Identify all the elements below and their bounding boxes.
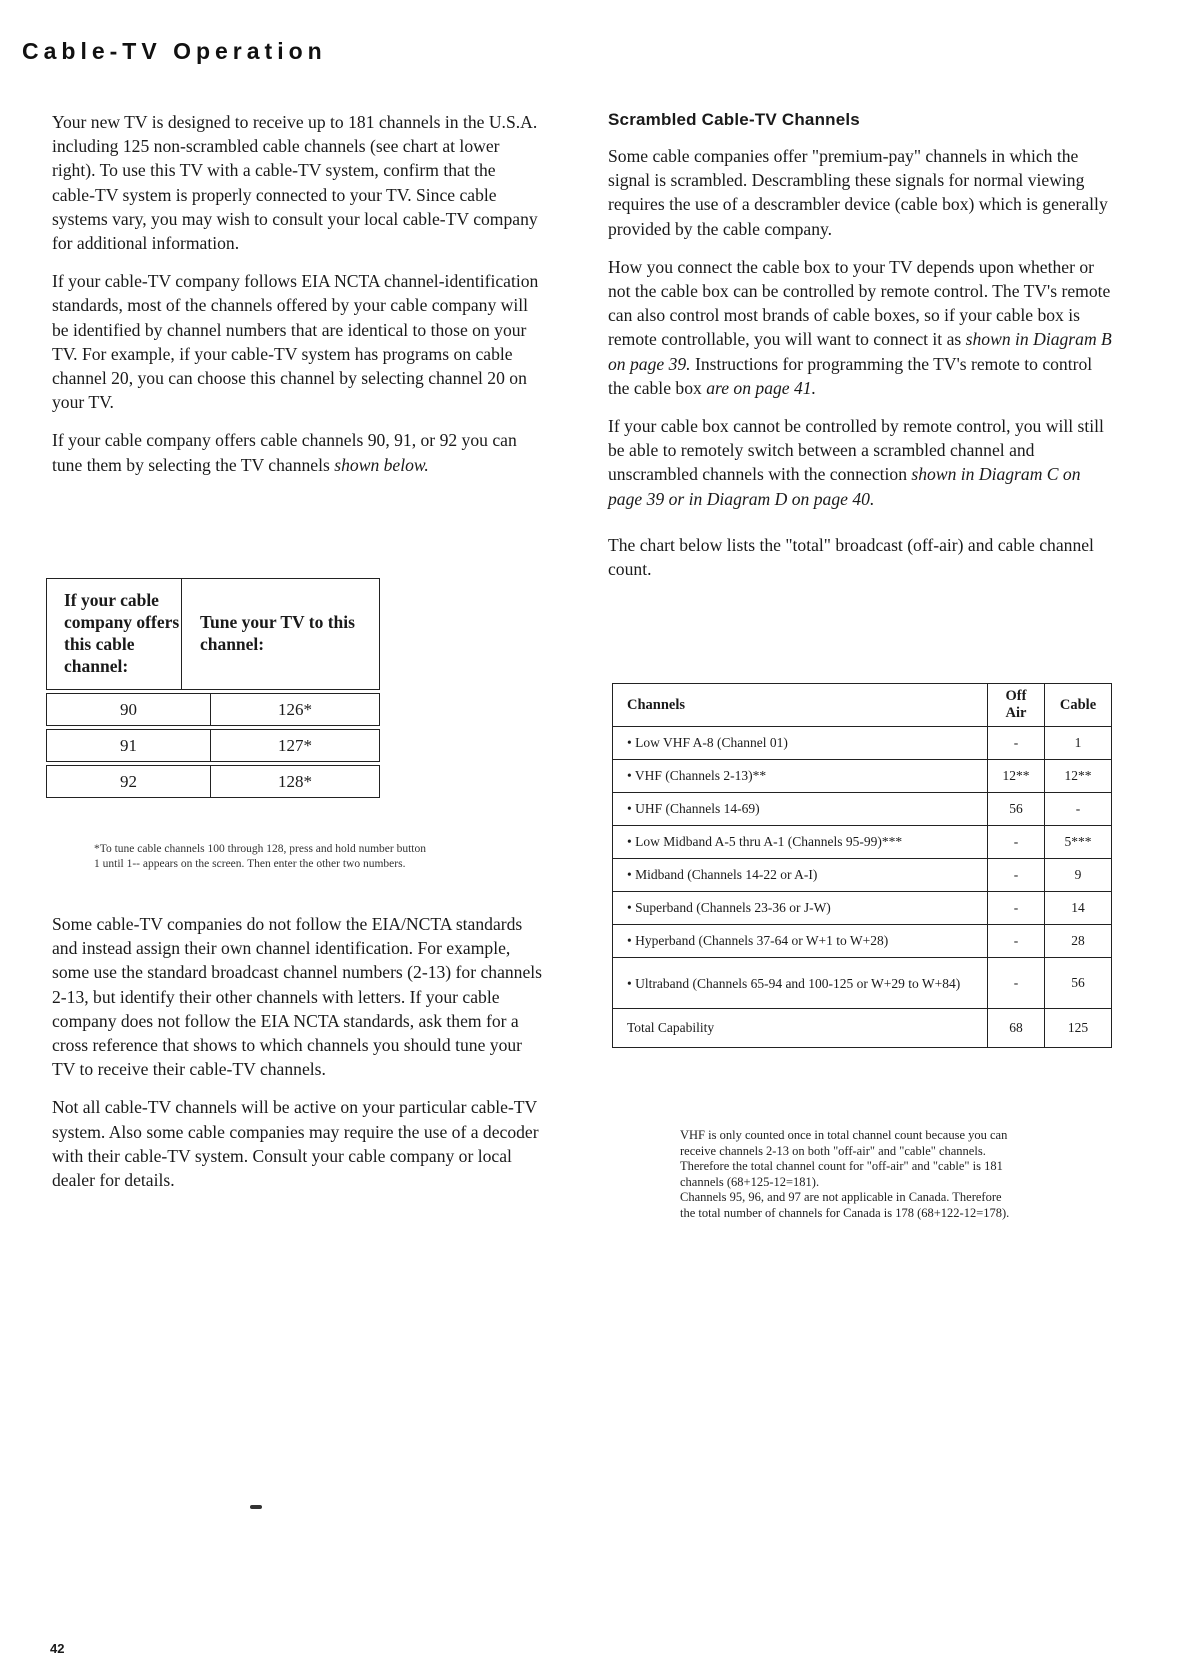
scrambled-heading: Scrambled Cable-TV Channels bbox=[608, 110, 860, 129]
cable-count: 14 bbox=[1045, 892, 1112, 925]
off-air-count: - bbox=[988, 958, 1045, 1009]
tune-cable-channel: 92 bbox=[47, 766, 211, 797]
tune-paragraph-text: If your cable company offers cable channels 90, 91, or 92 you can tune them by selecting the TV channels bbox=[52, 430, 517, 475]
table-row bbox=[613, 925, 1112, 958]
off-air-count: 56 bbox=[988, 793, 1045, 826]
tune-tv-channel: 126* bbox=[278, 699, 312, 719]
channels-header: Channels bbox=[613, 684, 988, 727]
tune-table-header-tv: Tune your TV to this channel: bbox=[199, 612, 355, 654]
footnote-line: Channels 95, 96, and 97 are not applicable in Canada. Therefore bbox=[680, 1190, 1002, 1204]
left-column bbox=[52, 110, 542, 491]
table-row bbox=[613, 793, 1112, 826]
intro-paragraph: Your new TV is designed to receive up to 181 channels in the U.S.A. including 125 non-scrambled cable channels (see chart at lower right). To use this TV with a cable-TV system, confirm that the cable-TV system is properly connected to your TV. Since cable systems vary, you may wish to consult your local cable-TV company for additional information. bbox=[52, 112, 538, 254]
tune-table-header-cable: If your cable company offers this cable channel: bbox=[47, 579, 182, 689]
tune-table bbox=[46, 578, 380, 798]
footnote-line: receive channels 2-13 on both "off-air" and "cable" channels. bbox=[680, 1143, 986, 1158]
non-remote-emphasis: shown in Diagram C on page 39 or in Diagram D on page 40. bbox=[608, 464, 1081, 509]
footnote-line: VHF is only counted once in total channel count because you can bbox=[680, 1128, 1008, 1142]
decoder-paragraph: Not all cable-TV channels will be active on your particular cable-TV system. Also some cable companies may require the use of a decoder with their cable-TV system. Consult your cable company or local dealer for details. bbox=[52, 1097, 539, 1191]
channel-footnotes bbox=[680, 1128, 1120, 1221]
footnote-line: the total number of channels for Canada is 178 (68+122-12=178). bbox=[680, 1205, 1010, 1220]
table-row bbox=[613, 826, 1112, 859]
tune-paragraph-emphasis: shown below. bbox=[334, 454, 429, 475]
table-row bbox=[613, 859, 1112, 892]
channel-band: • Ultraband (Channels 65-94 and 100-125 or W+29 to W+84) bbox=[613, 958, 988, 1009]
tune-tv-channel: 128* bbox=[278, 771, 312, 791]
channel-band: • Midband (Channels 14-22 or A-I) bbox=[613, 859, 988, 892]
cable-total: 125 bbox=[1045, 1009, 1112, 1048]
tune-table-header bbox=[46, 578, 380, 690]
table-row bbox=[613, 958, 1112, 1009]
cable-box-paragraph bbox=[608, 255, 1118, 400]
page-title: Cable-TV Operation bbox=[22, 38, 327, 64]
scrambled-paragraph: Some cable companies offer "premium-pay" channels in which the signal is scrambled. Descrambling these signals for normal viewing requires the use of a descrambler device (cable box) which is generally provided by the cable company. bbox=[608, 146, 1108, 239]
table-row bbox=[613, 727, 1112, 760]
cable-count: - bbox=[1045, 793, 1112, 826]
tune-table-note bbox=[94, 842, 564, 872]
tune-tv-channel: 127* bbox=[278, 735, 312, 755]
channel-table-header-row bbox=[613, 684, 1112, 727]
tune-cable-channel: 90 bbox=[47, 694, 211, 725]
non-remote-paragraph bbox=[608, 414, 1118, 511]
footnote-line: Therefore the total channel count for "off-air" and "cable" is 181 bbox=[680, 1159, 1003, 1173]
tune-paragraph bbox=[52, 428, 542, 476]
chart-intro-paragraph: The chart below lists the "total" broadcast (off-air) and cable channel count. bbox=[608, 534, 1094, 580]
off-air-count: - bbox=[988, 925, 1045, 958]
off-air-count: 12** bbox=[988, 760, 1045, 793]
tune-table-row bbox=[46, 765, 380, 798]
channel-band: • UHF (Channels 14-69) bbox=[613, 793, 988, 826]
cable-count: 28 bbox=[1045, 925, 1112, 958]
tune-note-line: *To tune cable channels 100 through 128, press and hold number button bbox=[94, 843, 426, 855]
channel-band: • Low Midband A-5 thru A-1 (Channels 95-99)*** bbox=[613, 826, 988, 859]
off-air-count: - bbox=[988, 826, 1045, 859]
eia-paragraph: If your cable-TV company follows EIA NCTA channel-identification standards, most of the channels offered by your cable company will be identified by channel numbers that are identical to those on your TV. For example, if your cable-TV system has programs on cable channel 20, you can choose this channel by selecting channel 20 on your TV. bbox=[52, 271, 539, 413]
table-row bbox=[613, 760, 1112, 793]
cable-count: 12** bbox=[1045, 760, 1112, 793]
page-number: 42 bbox=[50, 1641, 65, 1656]
cable-box-text-2: Instructions for programming the TV's remote to control the cable box bbox=[608, 353, 1093, 398]
off-air-count: - bbox=[988, 727, 1045, 760]
cable-count: 9 bbox=[1045, 859, 1112, 892]
total-label: Total Capability bbox=[613, 1009, 988, 1048]
cable-count: 56 bbox=[1045, 958, 1112, 1009]
off-air-total: 68 bbox=[988, 1009, 1045, 1048]
footnote-line: channels (68+125-12=181). bbox=[680, 1174, 820, 1189]
table-row bbox=[613, 892, 1112, 925]
nonstandard-paragraph: Some cable-TV companies do not follow the EIA/NCTA standards and instead assign their own channel identification. For example, some use the standard broadcast channel numbers (2-13) for channels 2-13, but identify their other channels with letters. If your cable company does not follow the EIA NCTA standards, ask them for a cross reference that shows to which channels you should tune your TV to receive their cable-TV channels. bbox=[52, 914, 543, 1080]
channel-band: • Low VHF A-8 (Channel 01) bbox=[613, 727, 988, 760]
off-air-header: Off Air bbox=[988, 684, 1045, 727]
channel-count-table bbox=[612, 683, 1112, 1048]
channel-band: • Superband (Channels 23-36 or J-W) bbox=[613, 892, 988, 925]
cable-count: 5*** bbox=[1045, 826, 1112, 859]
channel-band: • VHF (Channels 2-13)** bbox=[613, 760, 988, 793]
tune-cable-channel: 91 bbox=[47, 730, 211, 761]
off-air-count: - bbox=[988, 859, 1045, 892]
non-remote-text: If your cable box cannot be controlled by remote control, you will still be able to remotely switch between a scrambled channel and unscrambled channels with the connection bbox=[608, 416, 1104, 485]
cable-box-text: How you connect the cable box to your TV depends upon whether or not the cable box can be controlled by remote control. The TV's remote can also control most brands of cable boxes, so if your cable box is remote controllable, you will want to connect it as bbox=[608, 256, 1111, 350]
cable-count: 1 bbox=[1045, 727, 1112, 760]
off-air-count: - bbox=[988, 892, 1045, 925]
print-speck bbox=[250, 1505, 262, 1509]
tune-table-row bbox=[46, 729, 380, 762]
cable-box-emphasis: shown in Diagram B on page 39. bbox=[608, 329, 1112, 374]
cable-header: Cable bbox=[1045, 684, 1112, 727]
right-column bbox=[608, 110, 1118, 595]
tune-note-line: 1 until 1-- appears on the screen. Then enter the other two numbers. bbox=[94, 858, 406, 870]
table-row-total bbox=[613, 1009, 1112, 1048]
left-column-lower bbox=[52, 912, 542, 1206]
cable-box-emphasis-2: are on page 41. bbox=[706, 377, 816, 398]
tune-table-row bbox=[46, 693, 380, 726]
channel-band: • Hyperband (Channels 37-64 or W+1 to W+28) bbox=[613, 925, 988, 958]
